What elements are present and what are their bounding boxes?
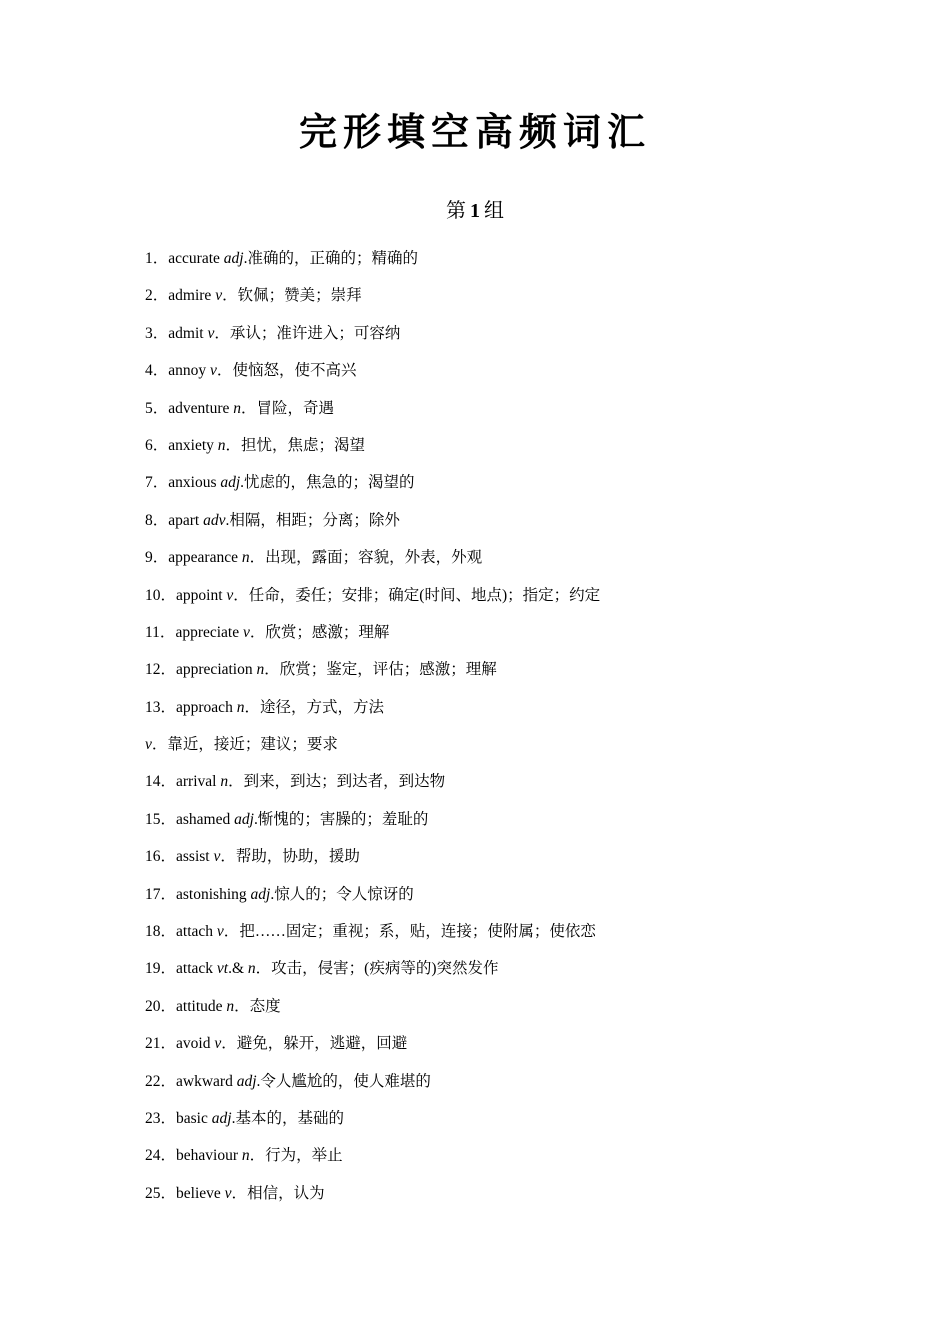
entry-separator: . [231, 1109, 236, 1127]
vocabulary-list [145, 245, 865, 1217]
entry-meaning: 行为，举止 [265, 1147, 343, 1165]
group-heading [0, 197, 950, 225]
group-suffix: 组 [484, 200, 504, 222]
entry-number: 13． [145, 698, 177, 716]
entry-part-of-speech: v [226, 586, 234, 604]
entry-number: 20． [145, 997, 177, 1015]
entry-meaning: 任命，委任；安排；确定(时间、地点)；指定；约定 [248, 586, 601, 604]
entry-meaning: 途径，方式，方法 [259, 698, 384, 716]
entry-number: 16． [145, 848, 177, 866]
entry-separator: ． [228, 773, 244, 791]
entry-number: 10． [145, 586, 177, 604]
entry-meaning: 忧虑的，焦急的；渴望的 [244, 474, 415, 492]
document-title: 完形填空高频词汇 [298, 109, 651, 154]
vocab-entry [145, 993, 865, 1030]
vocab-entry [145, 1105, 865, 1142]
entry-part-of-speech: vt [216, 960, 229, 978]
entry-number: 11． [145, 623, 176, 641]
vocab-entry [145, 1180, 865, 1217]
entry-meaning: 基本的，基础的 [235, 1109, 344, 1127]
entry-separator: ． [225, 436, 242, 454]
entry-separator: ． [216, 362, 233, 380]
vocab-entry [145, 320, 865, 357]
entry-part-of-speech: v [145, 736, 152, 754]
entry-meaning: 靠近，接近；建议；要求 [167, 736, 338, 754]
entry-number: 17． [145, 885, 177, 903]
entry-part-of-speech: v [224, 1184, 232, 1202]
vocab-entry [145, 843, 865, 880]
entry-part-of-speech: v [210, 362, 217, 380]
entry-separator: ． [221, 1035, 237, 1053]
entry-word: awkward [176, 1072, 237, 1090]
entry-separator-2: ． [255, 960, 272, 978]
entry-word: appreciate [175, 623, 243, 641]
entry-number: 15． [145, 810, 177, 828]
entry-word: admire [168, 287, 216, 305]
entry-separator: ． [220, 848, 236, 866]
entry-number: 14． [145, 773, 177, 791]
entry-number: 9． [145, 549, 169, 567]
entry-word: assist [176, 848, 214, 866]
entry-number: 2． [145, 287, 169, 305]
entry-part-of-speech: n [233, 399, 241, 417]
entry-word: attitude [176, 997, 227, 1015]
vocab-entry [145, 582, 865, 619]
entry-part-of-speech: v [243, 623, 250, 641]
vocab-entry [145, 768, 865, 805]
entry-meaning: 准确的，正确的；精确的 [247, 250, 418, 267]
vocab-entry [145, 656, 865, 693]
entry-word: apart [168, 511, 204, 529]
vocab-entry [145, 731, 865, 768]
entry-separator: . [225, 511, 230, 529]
entry-word: believe [176, 1184, 225, 1202]
entry-number: 1． [145, 250, 169, 267]
entry-part-of-speech: v [207, 324, 215, 342]
entry-meaning: 惊人的；令人惊讶的 [274, 885, 414, 903]
entry-separator: ． [222, 287, 238, 305]
group-prefix: 第 [446, 200, 466, 222]
vocab-entry [145, 469, 865, 506]
vocab-entry [145, 395, 865, 432]
entry-meaning: 相隔，相距；分离；除外 [229, 511, 400, 529]
vocab-entry [145, 245, 865, 282]
entry-part-of-speech-2: n [247, 960, 256, 978]
entry-number: 3． [145, 324, 169, 342]
entry-word: behaviour [176, 1147, 242, 1165]
entry-meaning: 令人尴尬的，使人难堪的 [260, 1072, 431, 1090]
entry-separator: ． [214, 324, 230, 342]
entry-separator: ． [249, 549, 266, 567]
entry-number: 7． [145, 474, 169, 492]
entry-part-of-speech: v [213, 848, 221, 866]
entry-number: 22． [145, 1072, 177, 1090]
entry-word: appoint [176, 586, 227, 604]
entry-word: attack [176, 960, 217, 978]
entry-word: accurate [168, 250, 224, 267]
vocab-entry [145, 357, 865, 394]
entry-separator: ． [264, 661, 280, 679]
entry-number: 19． [145, 960, 177, 978]
entry-meaning: 冒险，奇遇 [256, 399, 335, 417]
vocab-entry [145, 918, 865, 955]
entry-meaning: 担忧，焦虑；渴望 [241, 436, 366, 454]
entry-part-of-speech: adj [236, 1072, 257, 1090]
entry-word: basic [176, 1109, 212, 1127]
entry-word: approach [176, 698, 237, 716]
entry-number: 24． [145, 1147, 177, 1165]
vocab-entry [145, 1030, 865, 1067]
entry-separator: .& [228, 960, 248, 978]
entry-separator: . [270, 885, 275, 903]
entry-number: 23． [145, 1109, 177, 1127]
entry-part-of-speech: v [216, 923, 224, 941]
vocab-entry [145, 544, 865, 581]
entry-number: 8． [145, 511, 169, 529]
entry-number: 6． [145, 436, 169, 454]
entry-separator: . [240, 474, 245, 492]
entry-word: attach [176, 923, 217, 941]
entry-separator: . [253, 810, 258, 828]
vocab-entry [145, 432, 865, 469]
entry-meaning: 钦佩；赞美；崇拜 [237, 287, 362, 305]
vocab-entry [145, 881, 865, 918]
entry-meaning: 出现，露面；容貌，外表，外观 [265, 549, 483, 567]
vocab-entry [145, 1142, 865, 1179]
entry-part-of-speech: adv [203, 511, 226, 529]
entry-word: adventure [168, 399, 234, 417]
entry-meaning: 帮助，协助，援助 [235, 848, 360, 866]
entry-word: anxiety [168, 436, 218, 454]
vocab-entry [145, 694, 865, 731]
entry-number: 4． [145, 362, 169, 380]
entry-part-of-speech: n [236, 698, 245, 716]
vocab-entry [145, 955, 865, 992]
vocab-entry [145, 806, 865, 843]
entry-part-of-speech: v [215, 287, 223, 305]
entry-word: annoy [168, 362, 211, 380]
entry-separator: ． [241, 399, 257, 417]
entry-part-of-speech: n [241, 1147, 250, 1165]
entry-number: 5． [145, 399, 169, 417]
entry-separator: . [256, 1072, 261, 1090]
entry-part-of-speech: adj [234, 810, 254, 828]
entry-separator: ． [151, 736, 168, 754]
entry-number: 12． [145, 661, 177, 679]
entry-meaning: 承认；准许进入；可容纳 [229, 324, 401, 342]
entry-meaning: 攻击，侵害；(疾病等的)突然发作 [271, 960, 499, 978]
entry-meaning: 惭愧的；害臊的；羞耻的 [257, 810, 429, 828]
entry-meaning: 使恼怒，使不高兴 [232, 362, 357, 380]
entry-meaning: 欣赏；鉴定，评估；感激；理解 [279, 661, 497, 679]
entry-separator: ． [244, 698, 260, 716]
entry-part-of-speech: n [217, 436, 226, 454]
entry-part-of-speech: adj [211, 1109, 232, 1127]
entry-separator: ． [223, 923, 240, 941]
entry-word: appreciation [176, 661, 257, 679]
entry-separator: ． [249, 623, 266, 641]
entry-word: arrival [176, 773, 221, 791]
entry-number: 25． [145, 1184, 177, 1202]
entry-separator: ． [231, 1184, 248, 1202]
entry-separator: ． [249, 1147, 266, 1165]
entry-part-of-speech: n [256, 661, 265, 679]
entry-word: ashamed [176, 810, 235, 828]
entry-separator: ． [233, 586, 249, 604]
entry-part-of-speech: adj [220, 474, 241, 492]
vocab-entry [145, 282, 865, 319]
entry-meaning: 态度 [249, 997, 281, 1015]
entry-meaning: 避免，躲开，逃避，回避 [236, 1035, 408, 1053]
entry-meaning: 到来，到达；到达者，到达物 [243, 773, 446, 791]
entry-separator: . [243, 250, 248, 267]
entry-separator: ． [234, 997, 250, 1015]
entry-part-of-speech: n [220, 773, 229, 791]
vocab-entry [145, 619, 865, 656]
entry-word: admit [168, 324, 208, 342]
entry-word: avoid [176, 1035, 215, 1053]
entry-number: 21． [145, 1035, 177, 1053]
entry-meaning: 相信，认为 [247, 1184, 325, 1202]
vocab-entry [145, 507, 865, 544]
entry-word: astonishing [176, 885, 251, 903]
entry-meaning: 把……固定；重视；系，贴，连接；使附属；使依恋 [239, 923, 596, 941]
entry-word: appearance [168, 549, 242, 567]
entry-meaning: 欣赏；感激；理解 [265, 623, 390, 641]
entry-word: anxious [168, 474, 221, 492]
entry-part-of-speech: n [241, 549, 250, 567]
entry-number: 18． [145, 923, 177, 941]
entry-part-of-speech: adj [223, 250, 244, 267]
group-number: 1 [470, 200, 480, 222]
entry-part-of-speech: v [214, 1035, 222, 1053]
vocab-entry [145, 1068, 865, 1105]
entry-part-of-speech: adj [250, 885, 271, 903]
entry-part-of-speech: n [226, 997, 235, 1015]
